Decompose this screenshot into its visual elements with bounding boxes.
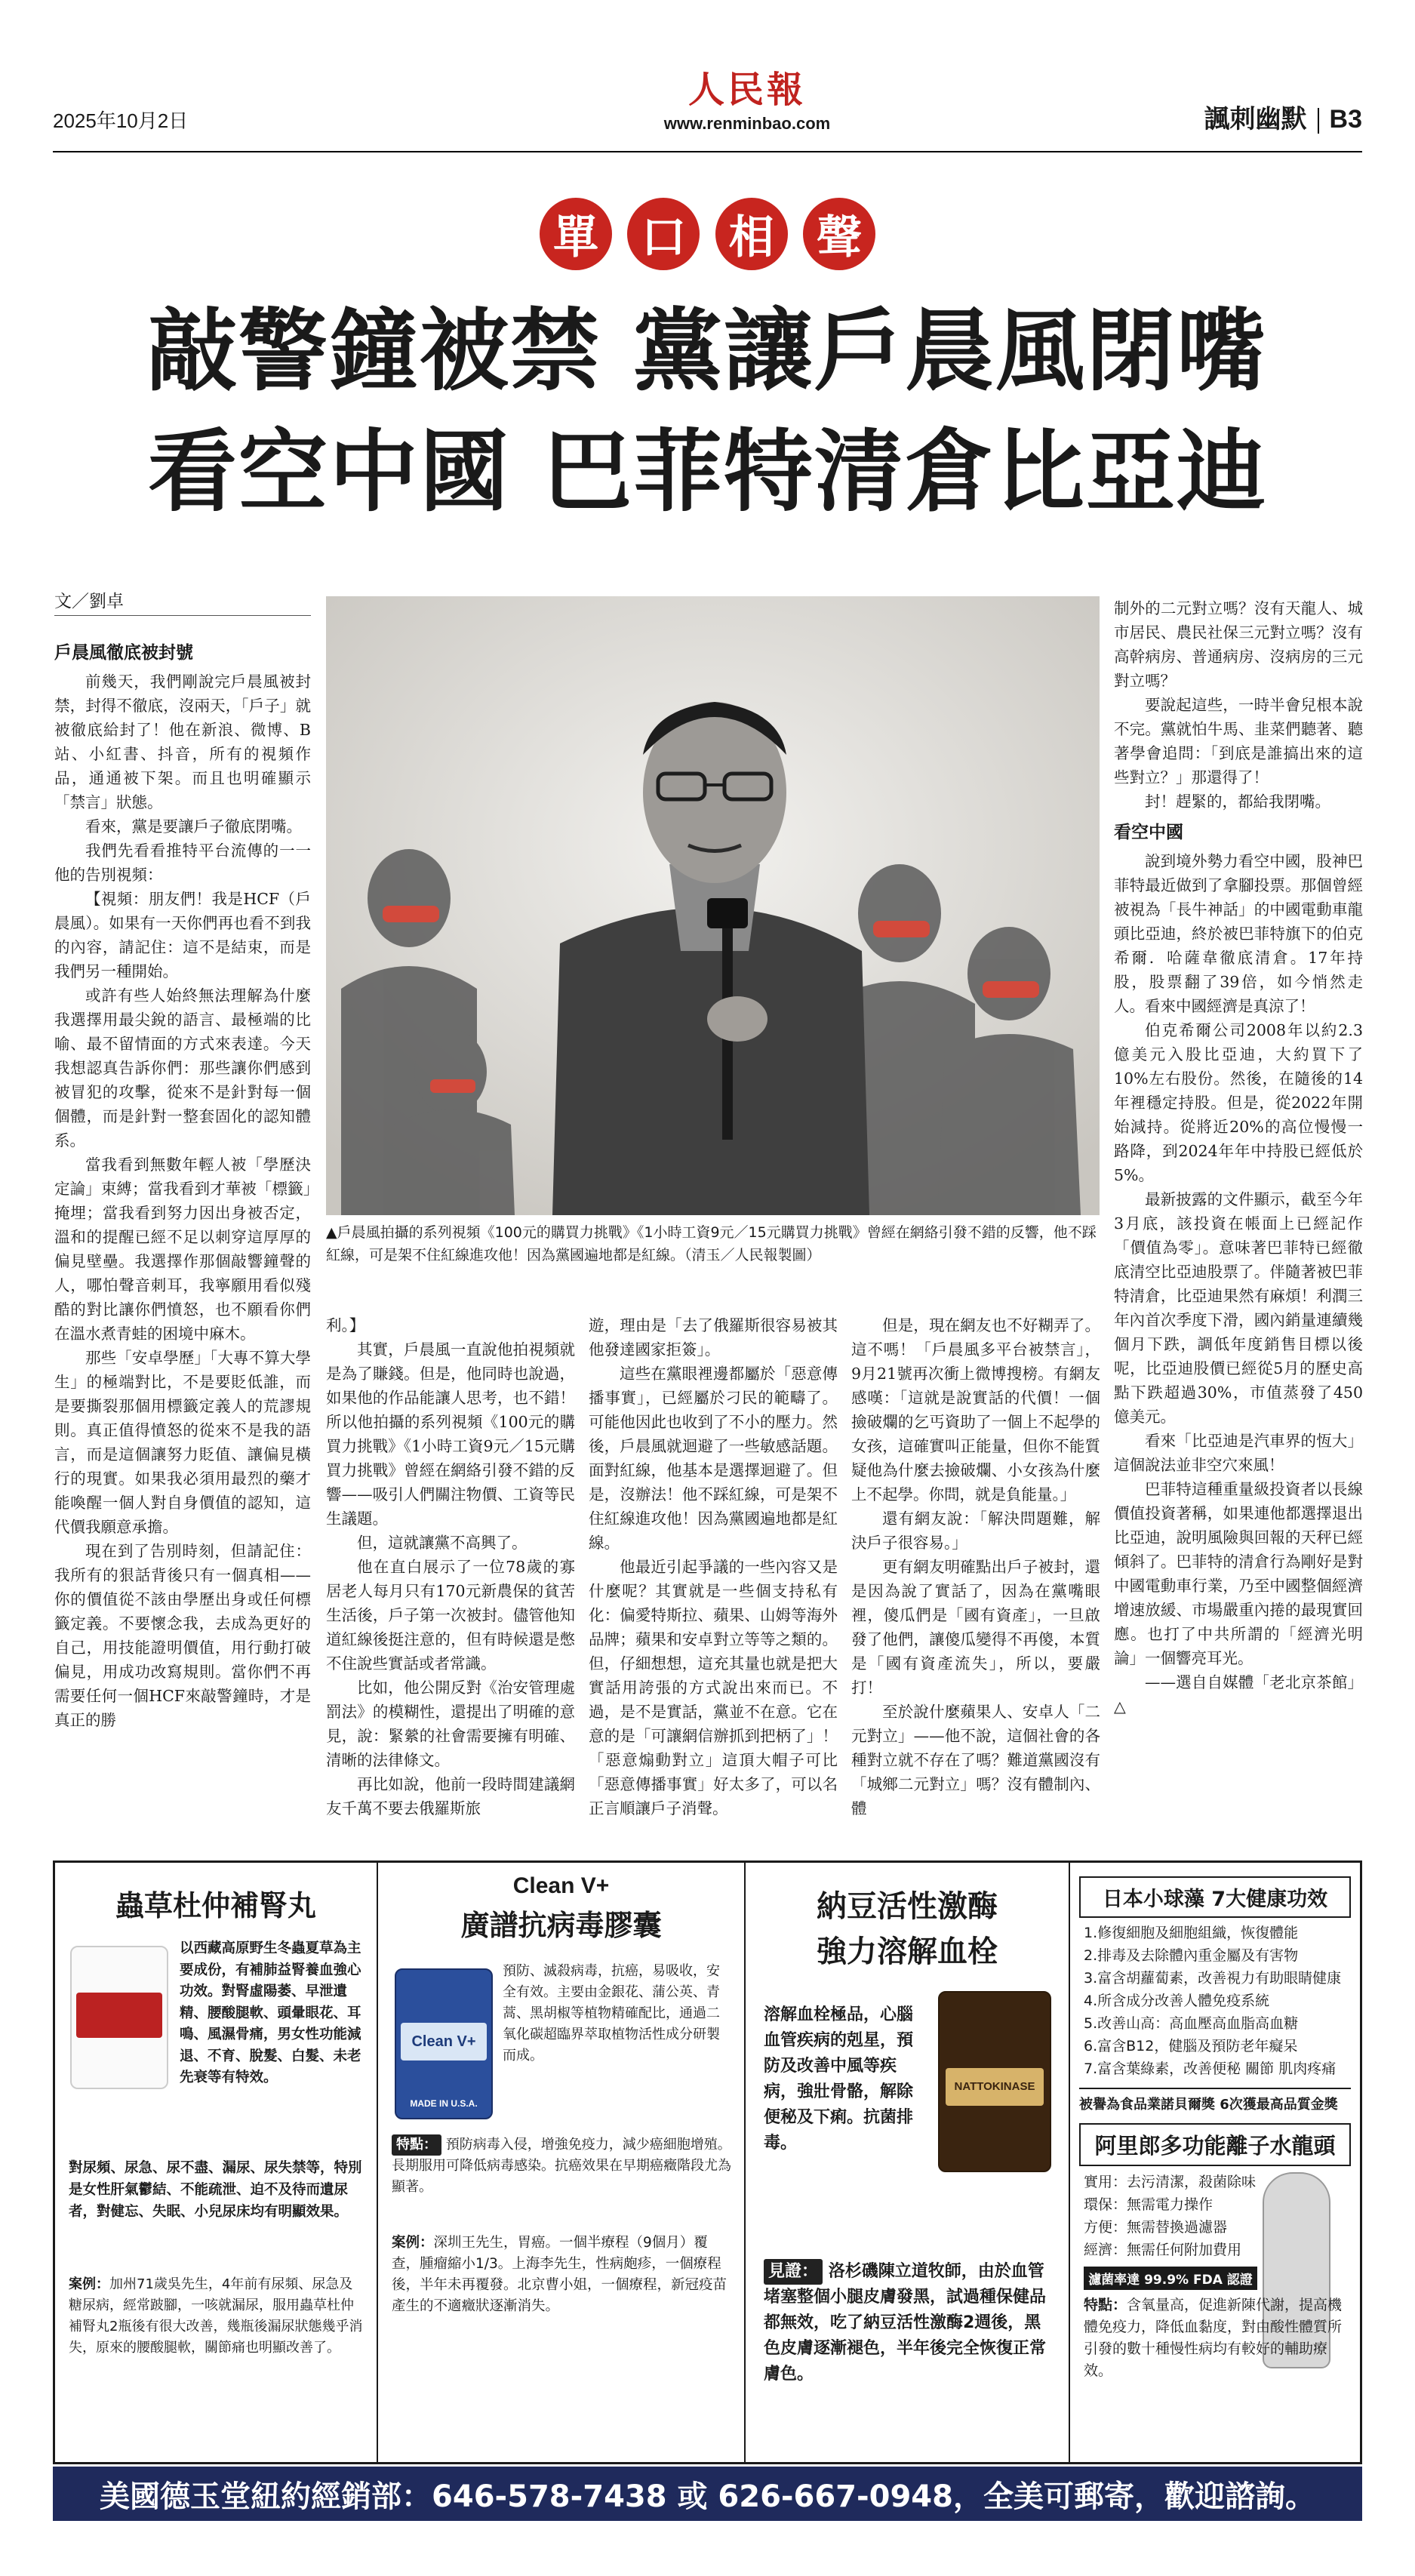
paragraph: 至於說什麼蘋果人、安卓人「二元對立」——他不說，這個社會的各種對立就不存在了嗎？難道黨國沒有「城鄉二元對立」嗎？沒有體制內、體: [851, 1703, 1100, 1817]
ad-description: 以西藏高原野生冬蟲夏草為主要成份，有補肺益腎養血強心功效。對腎虛陽萎、早泄遺精、腰酸腿軟、頭暈眼花、耳鳴、風濕骨痛，男女性功能減退、不育、脫髮、白髮、未老先衰等有特效。: [180, 1940, 361, 2085]
award-note: 被譽為食品業諾貝爾獎 6次獲最高品質金獎: [1079, 2088, 1351, 2113]
section-name: 諷刺幽默: [1204, 104, 1307, 134]
special-text: 含氧量高，促進新陳代謝，提高機體免疫力，降低血黏度，對由酸性體質所引發的數十種慢性病均有較好的輔助療效。: [1084, 2297, 1343, 2379]
paragraph: 前幾天，我們剛說完戶晨風被封禁，封得不徹底，沒兩天，「戶子」就被徹底給封了！他在新浪、微博、B站、小紅書、抖音，所有的視頻作品，通通被下架。而且也明確顯示「禁言」狀態。: [54, 672, 311, 811]
paragraph: 他最近引起爭議的一些內容又是什麼呢？其實就是一些個支持私有化：偏愛特斯拉、蘋果、山姆等海外品牌；蘋果和安卓對立等等之類的。但，仔細想想，這充其量也就是把大實話用誇張的方式說出來而已。不過，是不是實話，黨並不在意。它在意的是「可讓網信辦抓到把柄了」！「惡意煽動對立」這頂大帽子可比「惡意傳播事實」好太多了，可以名正言順讓戶子消聲。: [589, 1558, 838, 1817]
paragraph: 他在直白展示了一位78歲的寡居老人每月只有170元新農保的貧苦生活後，戶子第一次被封。儘管他知道紅線後挺注意的，但有時候還是憋不住說些實話或者常識。: [326, 1558, 575, 1673]
header-rule: [53, 151, 1362, 152]
paragraph: 要說起這些，一時半會兒根本說不完。黨就怕牛馬、韭菜們聽著、聽著學會追問：「到底是誰搞出來的這些對立？」那還得了！: [1114, 696, 1363, 786]
paragraph: 我們先看看推特平台流傳的一一他的告別視頻：: [54, 842, 311, 884]
ad-chlorella-faucet[interactable]: [1070, 1863, 1360, 2462]
subhead: 看空中國: [1114, 823, 1183, 842]
paragraph: 現在到了告別時刻，但請記住：我所有的狠話背後只有一個真相——你的價值從不該由學歷出身或任何標籤定義。不要懷念我，去成為更好的自己，用技能證明價值，用行動打破偏見，用成功改寫規則。當你們不再需要任何一個HCF來敲警鐘時，才是真正的勝: [54, 1542, 311, 1729]
paragraph: 比如，他公開反對《治安管理處罰法》的模糊性，還提出了明確的意見，說：緊縈的社會需要擁有明確、清晰的法律條文。: [326, 1679, 575, 1769]
case-text: 深圳王先生，胃癌。一個半療程（9個月）覆查，腫瘤縮小1/3。上海李先生，性病皰疹，一個療程後，半年未再覆發。北京曹小姐，一個療程，新冠疫苗產生的不適癥狀逐漸消失。: [392, 2235, 727, 2314]
ad-case: [392, 2233, 733, 2317]
case-label: 案例：: [69, 2276, 109, 2292]
paragraph: 這些在黨眼裡邊都屬於「惡意傳播事實」，已經屬於刁民的範疇了。可能他因此也收到了不小的壓力。然後，戶晨風就迴避了一些敏感話題。面對紅線，他基本是選擇迴避了。但是，沒辦法！他不踩紅線，可是架不住紅線進攻他！因為黨國遍地都是紅線。: [589, 1365, 838, 1552]
paragraph: 其實，戶晨風一直說他拍視頻就是為了賺錢。但是，他同時也說過，如果他的作品能讓人思考，也不錯！所以他拍攝的系列視頻《100元的購買力挑戰》《1小時工資9元／15元購買力挑戰》曾經在網絡引發不錯的反響——吸引人們關注物價、工資等民生議題。: [326, 1340, 575, 1528]
witness-text: 洛杉磯陳立道牧師，由於血管堵塞整個小腿皮膚發黑，試過種保健品都無效，吃了納豆活性激酶2週後，黑色皮膚逐漸褪色，半年後完全恢復正常膚色。: [764, 2262, 1047, 2384]
paragraph: 當我看到無數年輕人被「學歷決定論」束縛；當我看到才華被「標籤」掩埋；當我看到努力因出身被否定，溫和的提醒已經不足以刺穿這厚厚的偏見壁壘。我選擇作那個敲響鐘聲的人，哪怕聲音刺耳，我寧願用看似殘酷的對比讓你們憤怒，也不願看你們在溫水煮青蛙的困境中麻木。: [54, 1156, 311, 1343]
ad-cordyceps[interactable]: [55, 1863, 378, 2462]
page-header: [53, 60, 1362, 151]
byline: 文／劉卓: [54, 587, 311, 616]
paragraph: 說到境外勢力看空中國，股神巴菲特最近做到了拿腳投票。那個曾經被視為「長牛神話」的中國電動車龍頭比亞迪，終於被巴菲特旗下的伯克希爾．哈薩韋徹底清倉。17年持股，股票翻了39倍，如今悄然走人。看來中國經濟是真涼了！: [1114, 852, 1363, 1015]
filter-rate: 濾菌率達 99.9% FDA 認證: [1084, 2267, 1257, 2290]
paragraph: 還有網友說：「解決問題難，解決戶子很容易。」: [851, 1510, 1100, 1552]
list-item: 3.富含胡蘿蔔素，改善視力有助眼睛健康: [1084, 1970, 1342, 1987]
ad-feature: [392, 2134, 733, 2198]
list-item: 方便：無需替換過濾器: [1084, 2219, 1228, 2236]
ad-nattokinase[interactable]: [746, 1863, 1070, 2462]
ad-title-line-1: 納豆活性激酶: [817, 1889, 998, 1924]
bottle-label: NATTOKINASE: [946, 2068, 1044, 2106]
article-column-4: [851, 1313, 1100, 1842]
benefit-list: [1084, 1922, 1352, 2080]
logo-text: 人民報: [688, 69, 806, 111]
illustration-art: [326, 596, 1100, 1215]
ad-brand: Clean V+: [512, 1873, 610, 1898]
paragraph: 但是，現在網友也不好糊弄了。這不嗎！「戶晨風多平台被禁言」，9月21號再次衝上微博搜榜。有網友感嘆：「這就是說實話的代價！一個撿破爛的乞丐資助了一個上不起學的女孩，這確實叫正能量，但你不能質疑他為什麼去撿破爛、小女孩為什麼上不起學。你問，就是負能量。」: [851, 1316, 1100, 1503]
list-item: 1.修復細胞及細胞組織，恢復體能: [1084, 1925, 1299, 1941]
site-url[interactable]: www.renminbao.com: [663, 114, 831, 133]
badge-char: 口: [627, 198, 700, 270]
product-bottle: [938, 1991, 1051, 2172]
ad-section: [53, 1860, 1362, 2464]
paragraph: 最新披露的文件顯示，截至今年3月底，該投資在帳面上已經記作「價值為零」。意味著巴菲特已經徹底清空比亞迪股票了。伴隨著被巴菲特清倉，比亞迪果然有麻煩！利潤三年內首次季度下滑，國內銷量連續幾個月下跌，調低年度銷售目標以後呢，比亞迪股價已經從5月的歷史高點下跌超過30%，市值蒸發了450億美元。: [1114, 1190, 1363, 1426]
paragraph: 看來「比亞迪是汽車界的恆大」這個說法並非空穴來風！: [1114, 1432, 1363, 1474]
list-item: 經濟：無需任何附加費用: [1084, 2242, 1242, 2258]
divider: [1318, 108, 1319, 134]
paragraph: 更有網友明確點出戶子被封，還是因為說了實話了，因為在黨嘴眼裡，傻瓜們是「國有資產」，一旦啟發了他們，讓傻瓜變得不再傻，本質是「國有資產流失」，所以，要嚴打！: [851, 1558, 1100, 1697]
case-text: 加州71歲吳先生，4年前有尿頻、尿急及糖尿病，經常跛腳，一咳就漏尿，服用蟲草杜仲補腎丸2瓶後有很大改善，幾瓶後漏尿狀態幾乎消失，原來的腰酸腿軟，關節痛也明顯改善了。: [69, 2276, 363, 2356]
distributor-bar[interactable]: 美國德玉堂紐約經銷部：646-578-7438 或 626-667-0948，全美可郵寄，歡迎諮詢。: [53, 2467, 1362, 2521]
ad-antiviral[interactable]: [378, 1863, 746, 2462]
case-label: 案例：: [392, 2235, 434, 2251]
product-bottle: [395, 1968, 493, 2119]
product-bottle: [70, 1946, 168, 2089]
article-column-3: [589, 1313, 838, 1842]
paragraph: 伯克希爾公司2008年以約2.3億美元入股比亞迪，大約買下了10%左右股份。然後，在隨後的14年裡穩定持股。但是，從2022年開始減持。從將近20%的高位慢慢一路降，到2024年年中持股已經低於5%。: [1114, 1021, 1363, 1184]
ad-description: 溶解血栓極品，心腦血管疾病的剋星，預防及改善中風等疾病，強壯骨骼，解除便秘及下痢。抗菌排毒。: [764, 2005, 914, 2153]
article-column-1: [54, 634, 311, 1842]
ad-witness: [764, 2259, 1054, 2387]
subhead: 戶晨風徹底被封號: [54, 643, 193, 663]
paragraph: 遊，理由是「去了俄羅斯很容易被其他發達國家拒簽」。: [589, 1316, 838, 1359]
bottle-label: Clean V+: [401, 2023, 487, 2060]
bottle-origin: MADE IN U.S.A.: [410, 2098, 478, 2109]
ad-title: 蟲草杜仲補腎丸: [115, 1889, 316, 1922]
list-item: 7.富含葉綠素，改善便秘 關節 肌肉疼痛: [1084, 2060, 1337, 2077]
ad-title: 廣譜抗病毒膠囊: [460, 1909, 662, 1942]
list-item: 5.改善山高：高血壓高血脂高血糖: [1084, 2015, 1299, 2032]
list-item: 4.所含成分改善人體免疫系統: [1084, 1993, 1270, 2009]
ad-description: 預防、滅殺病毒，抗癌，易吸收，安全有效。主要由金銀花、蒲公英、青蒿、黑胡椒等植物精確配比，通過二氧化碳超臨界萃取植物活性成分研製而成。: [503, 1963, 720, 2064]
issue-date: 2025年10月2日: [53, 109, 189, 132]
headline-line-2: 看空中國 巴菲特清倉比亞迪: [147, 419, 1268, 524]
paragraph: 那些「安卓學歷」「大專不算大學生」的極端對比，不是要貶低誰，而是要撕裂那個用標籤定義人的荒謬規則。真正值得憤怒的從來不是我的語言，而是這個讓努力貶值、讓偏見橫行的現實。如果我必須用最烈的藥才能喚醒一個人對自身價值的認知，這代價我願意承擔。: [54, 1349, 311, 1536]
ad-title: [746, 1884, 1069, 1974]
badge-char: 單: [540, 198, 612, 270]
ad-title: 日本小球藻 7大健康功效: [1079, 1876, 1351, 1918]
faucet-features: [1084, 2171, 1257, 2261]
section-label: [1204, 98, 1362, 135]
headline: [53, 291, 1362, 532]
badge-char: 相: [715, 198, 788, 270]
special-label: 特點：: [1084, 2297, 1127, 2313]
list-item: 實用：去污清潔，殺菌除味: [1084, 2174, 1257, 2190]
list-item: 環保：無需電力操作: [1084, 2196, 1214, 2213]
page-number: B3: [1329, 105, 1362, 134]
ad-title-line-2: 強力溶解血栓: [817, 1934, 998, 1969]
column-badge: [540, 198, 875, 270]
ad-description-2: 對尿頻、尿急、尿不盡、漏尿、尿失禁等，特別是女性肝氣鬱結、不能疏泄、迫不及待而遺尿者，對健忘、失眠、小兒尿床均有明顯效果。: [69, 2160, 362, 2220]
list-item: 6.富含B12，健腦及預防老年癡呆: [1084, 2038, 1298, 2054]
paragraph: 再比如說，他前一段時間建議網友千萬不要去俄羅斯旅: [326, 1775, 575, 1817]
witness-label: 見證：: [764, 2259, 823, 2285]
paragraph: 但，這就讓黨不高興了。: [357, 1534, 528, 1552]
headline-line-1: 敲警鐘被禁 黨讓戶晨風閉嘴: [147, 298, 1268, 403]
paragraph: 或許有些人始終無法理解為什麼我選擇用最尖銳的語言、最極端的比喻、最不留情面的方式來表達。今天我想認真告訴你們：那些讓你們感到被冒犯的攻擊，從來不是針對每一個個體，而是針對一整套固化的認知體系。: [54, 986, 311, 1150]
paragraph: 巴菲特這種重量級投資者以長線價值投資著稱，如果連他都選擇退出比亞迪，說明風險與回報的天秤已經傾斜了。巴菲特的清倉行為剛好是對中國電動車行業，乃至中國整個經濟增速放緩、市場嚴重內捲的最現實回應。也打了中共所謂的「經濟光明論」一個響亮耳光。: [1114, 1480, 1363, 1667]
badge-char: 聲: [803, 198, 875, 270]
feature-text: 預防病毒入侵，增強免疫力，減少癌細胞增殖。長期服用可降低病毒感染。抗癌效果在早期癌癥階段尤為顯著。: [392, 2137, 731, 2195]
masthead-logo[interactable]: [626, 60, 868, 134]
paragraph: 封！趕緊的，都給我閉嘴。: [1145, 792, 1330, 811]
ad-special: [1084, 2294, 1344, 2382]
article-column-2: [326, 1313, 575, 1842]
image-caption: ▲戶晨風拍攝的系列視頻《100元的購買力挑戰》《1小時工資9元／15元購買力挑戰》曾經在網絡引發不錯的反響，他不踩紅線，可是架不住紅線進攻他！因為黨國遍地都是紅線。（清玉／人民報製圖）: [326, 1224, 1097, 1263]
article-column-5: [1114, 596, 1363, 1842]
paragraph: 制外的二元對立嗎？沒有天龍人、城市居民、農民社保三元對立嗎？沒有高幹病房、普通病房、沒病房的三元對立嗎？: [1114, 599, 1363, 690]
paragraph: 看來，黨是要讓戶子徹底閉嘴。: [85, 817, 302, 836]
list-item: 2.排毒及去除體內重金屬及有害物: [1084, 1947, 1299, 1964]
ad-case: [69, 2274, 365, 2359]
ad-title-2: 阿里郎多功能離子水龍頭: [1079, 2123, 1351, 2166]
paragraph: 【視頻：朋友們！我是HCF（戶晨風）。如果有一天你們再也看不到我的內容，請記住：這不是結束，而是我們另一種開始。: [54, 890, 311, 980]
feature-label: 特點：: [392, 2134, 441, 2156]
paragraph: 利。】: [326, 1316, 365, 1334]
paragraph: ——選自自媒體「老北京茶館」△: [1114, 1673, 1363, 1716]
illustration: [326, 596, 1100, 1215]
